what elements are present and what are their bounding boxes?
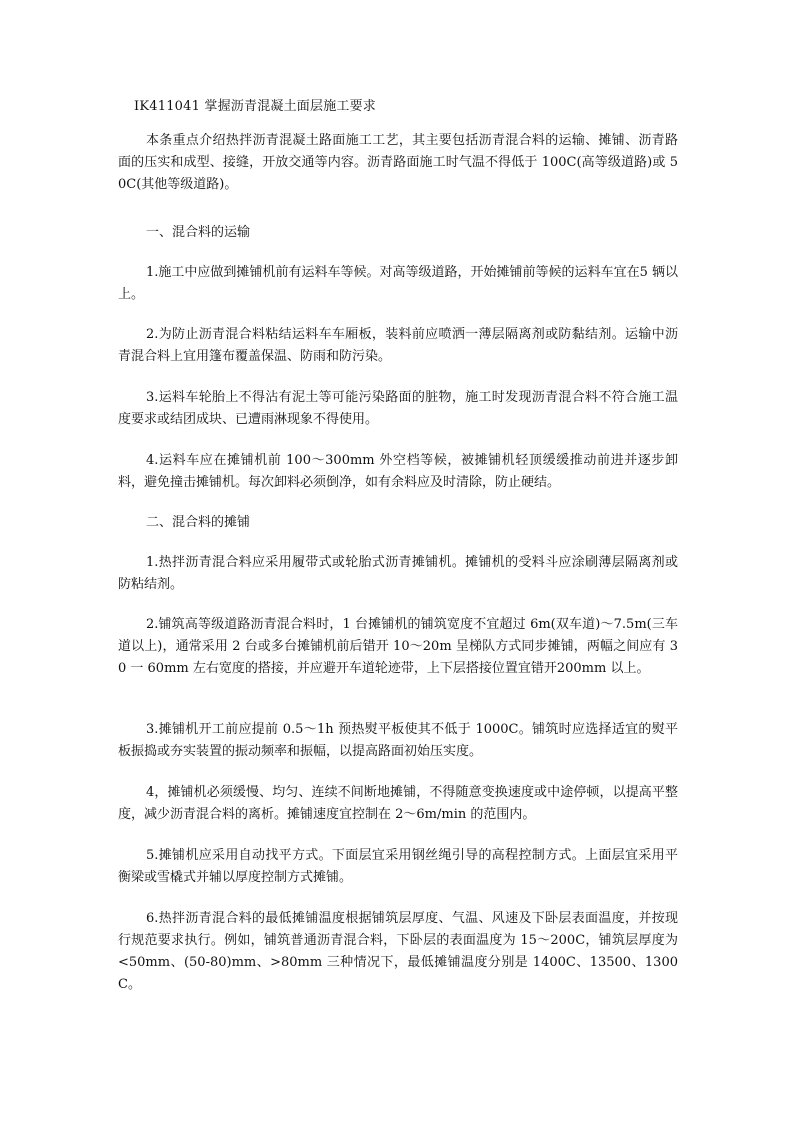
paving-paragraph-5: 5.摊铺机应采用自动找平方式。下面层宜采用钢丝绳引导的高程控制方式。上面层宜采用平衡梁或雪橇式并辅以厚度控制方式摊铺。: [118, 848, 678, 885]
document-title: IK411041 掌握沥青混凝土面层施工要求: [134, 99, 377, 114]
transport-paragraph-1: 1.施工中应做到摊铺机前有运料车等候。对高等级道路，开始摊铺前等候的运料车宜在5 辆以上。: [118, 265, 678, 302]
transport-paragraph-4: 4.运料车应在摊铺机前 100～300mm 外空档等候，被摊铺机轻顶缓缓推动前进并逐步卸料，避免撞击摊铺机。每次卸料必须倒净，如有余料应及时清除，防止硬结。: [118, 453, 678, 490]
transport-paragraph-3: 3.运料车轮胎上不得沾有泥土等可能污染路面的脏物，施工时发现沥青混合料不符合施工温度要求或结团成块、已遭雨淋现象不得使用。: [118, 390, 678, 427]
intro-paragraph: 本条重点介绍热拌沥青混凝土路面施工工艺，其主要包括沥青混合料的运输、摊铺、沥青路面的压实和成型、接缝，开放交通等内容。沥青路面施工时气温不得低于 100C(高等级道路)或 50C(其他等级道路)。: [118, 133, 678, 192]
paving-paragraph-4: 4，摊铺机必须缓慢、均匀、连续不间断地摊铺，不得随意变换速度或中途停顿，以提高平整度，减少沥青混合料的离析。摊铺速度宜控制在 2～6m/min 的范围内。: [118, 785, 678, 822]
paving-paragraph-2: 2.铺筑高等级道路沥青混合料时，1 台摊铺机的铺筑宽度不宜超过 6m(双车道)～7.5m(三车道以上)，通常采用 2 台或多台摊铺机前后错开 10～20m 呈梯队方式同步摊铺，两幅之间应有 30 一 60mm 左右宽度的搭接，并应避开车道轮迹带，上下层搭接位置宜错开200mm 以上。: [118, 617, 678, 676]
transport-paragraph-2: 2.为防止沥青混合料粘结运料车车厢板，装料前应喷洒一薄层隔离剂或防黏结剂。运输中沥青混合料上宜用篷布覆盖保温、防雨和防污染。: [118, 327, 678, 364]
section-heading-transport: 一、混合料的运输: [146, 225, 251, 240]
paving-paragraph-6: 6.热拌沥青混合料的最低摊铺温度根据铺筑层厚度、气温、风速及下卧层表面温度，并按现行规范要求执行。例如，铺筑普通沥青混合料，下卧层的表面温度为 15～200C，铺筑层厚度为<50mm、(50-80)mm、>80mm 三种情况下，最低摊铺温度分别是 1400C、13500、1300C。: [118, 911, 678, 992]
section-heading-paving: 二、混合料的摊铺: [146, 515, 251, 530]
paving-paragraph-3: 3.摊铺机开工前应提前 0.5～1h 预热熨平板使其不低于 1000C。铺筑时应选择适宜的熨平板振捣或夯实装置的振动频率和振幅，以提高路面初始压实度。: [118, 722, 678, 759]
paving-paragraph-1: 1.热拌沥青混合料应采用履带式或轮胎式沥青摊铺机。摊铺机的受料斗应涂刷薄层隔离剂或防粘结剂。: [118, 555, 678, 592]
